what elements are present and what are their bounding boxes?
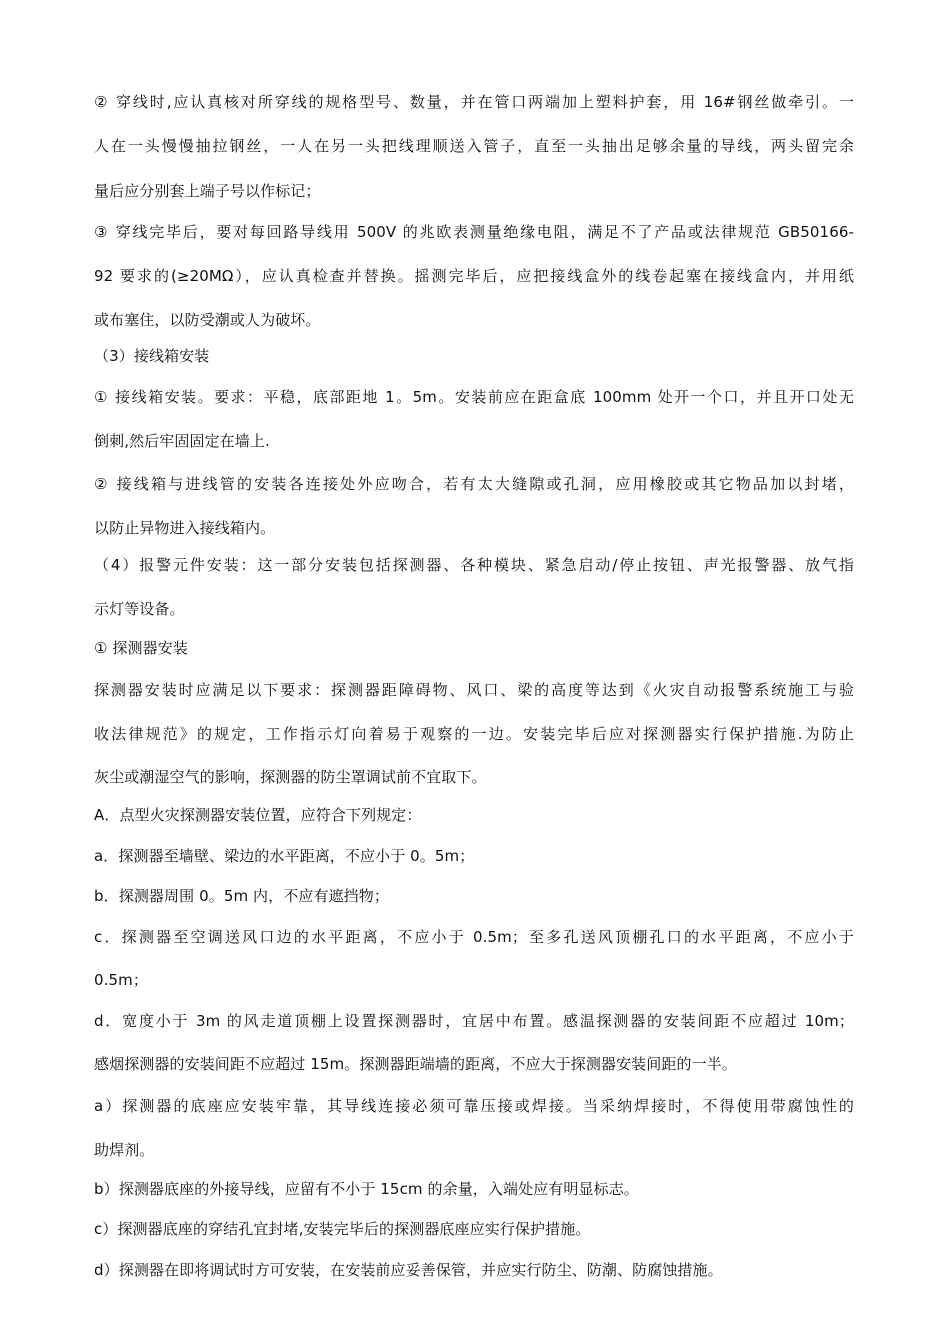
text-line: 0.5m； [94, 971, 148, 989]
text-line: d）探测器在即将调试时方可安装，在安装前应妥善保管，并应实行防尘、防潮、防腐蚀措施。 [94, 1261, 723, 1279]
text-line: 倒刺,然后牢固固定在墙上. [94, 432, 270, 450]
text-line: a．探测器至墙壁、梁边的水平距离，不应小于 0。5m； [94, 847, 475, 865]
text-line: d．宽度小于 3m 的风走道顶棚上设置探测器时，宜居中布置。感温探测器的安装间距不应超过 10m； [94, 1012, 854, 1030]
text-line: 以防止异物进入接线箱内。 [94, 519, 276, 537]
section-heading: （4）报警元件安装：这一部分安装包括探测器、各种模块、紧急启动/停止按钮、声光报警器、放气指 [94, 556, 854, 574]
text-line: ② 穿线时,应认真核对所穿线的规格型号、数量，并在管口两端加上塑料护套，用 16#钢丝做牵引。一 [94, 93, 854, 111]
text-line: A．点型火灾探测器安装位置，应符合下列规定： [94, 806, 422, 824]
text-line: 灰尘或潮湿空气的影响，探测器的防尘罩调试前不宜取下。 [94, 768, 487, 786]
text-line: 92 要求的(≥20MΩ），应认真检查并替换。摇测完毕后，应把接线盒外的线卷起塞在接线盒内，并用纸 [94, 267, 854, 285]
subsection-heading: ① 探测器安装 [94, 639, 188, 657]
text-line: b．探测器周围 0。5m 内，不应有遮挡物； [94, 887, 389, 905]
text-line: 量后应分别套上端子号以作标记； [94, 182, 321, 200]
text-line: c）探测器底座的穿结孔宜封堵,安装完毕后的探测器底座应实行保护措施。 [94, 1220, 591, 1238]
text-line: 或布塞住，以防受潮或人为破坏。 [94, 311, 321, 329]
text-line: ③ 穿线完毕后，要对每回路导线用 500V 的兆欧表测量绝缘电阻，满足不了产品或法律规范 GB50166- [94, 223, 854, 241]
text-line: 示灯等设备。 [94, 600, 185, 618]
text-line: c．探测器至空调送风口边的水平距离，不应小于 0.5m；至多孔送风顶棚孔口的水平距离，不应小于 [94, 928, 854, 946]
text-line: ① 接线箱安装。要求：平稳，底部距地 1。5m。安装前应在距盒底 100mm 处开一个口，并且开口处无 [94, 388, 854, 406]
text-line: 人在一头慢慢抽拉钢丝，一人在另一头把线理顺送入管子，直至一头抽出足够余量的导线，两头留完余 [94, 137, 854, 155]
text-line: 感烟探测器的安装间距不应超过 15m。探测器距端墙的距离，不应大于探测器安装间距的一半。 [94, 1055, 737, 1073]
text-line: 探测器安装时应满足以下要求：探测器距障碍物、风口、梁的高度等达到《火灾自动报警系统施工与验 [94, 681, 854, 699]
section-heading: （3）接线箱安装 [94, 347, 210, 365]
text-line: ② 接线箱与进线管的安装各连接处外应吻合，若有太大缝隙或孔洞，应用橡胶或其它物品加以封堵， [94, 475, 854, 493]
text-line: b）探测器底座的外接导线，应留有不小于 15cm 的余量，入端处应有明显标志。 [94, 1180, 639, 1198]
text-line: a）探测器的底座应安装牢靠，其导线连接必须可靠压接或焊接。当采纳焊接时，不得使用带腐蚀性的 [94, 1097, 854, 1115]
text-line: 收法律规范》的规定，工作指示灯向着易于观察的一边。安装完毕后应对探测器实行保护措施.为防止 [94, 725, 854, 743]
text-line: 助焊剂。 [94, 1141, 155, 1159]
